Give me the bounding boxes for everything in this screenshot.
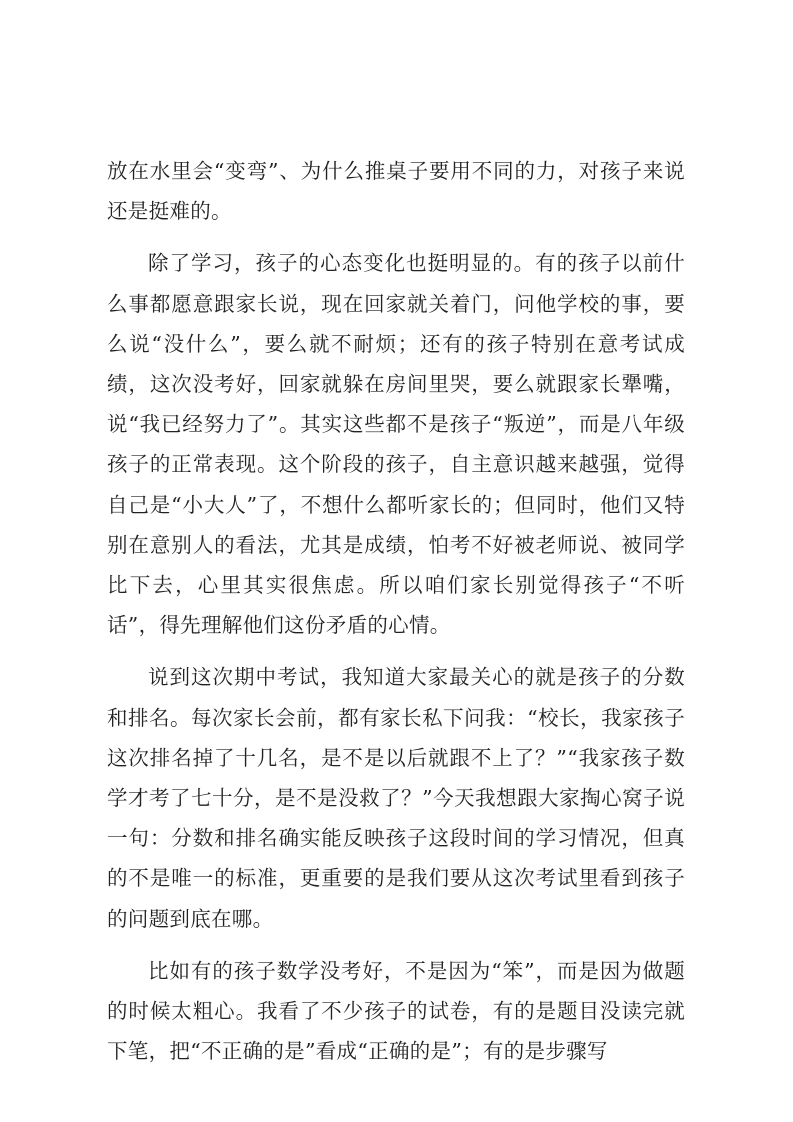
paragraph-midterm-exam: 说到这次期中考试，我知道大家最关心的就是孩子的分数和排名。每次家长会前，都有家长私下问我：“校长，我家孩子这次排名掉了十几名，是不是以后就跟不上了？”“我家孩子数学才考了七十分，是不是没救了？”今天我想跟大家掏心窝子说一句：分数和排名确实能反映孩子这段时间的学习情况，但真的不是唯一的标准，更重要的是我们要从这次考试里看到孩子的问题到底在哪。 xyxy=(107,665,685,931)
paragraph-mindset: 除了学习，孩子的心态变化也挺明显的。有的孩子以前什么事都愿意跟家长说，现在回家就关着门，问他学校的事，要么说“没什么”，要么就不耐烦；还有的孩子特别在意考试成绩，这次没考好，回家就躲在房间里哭，要么就跟家长犟嘴，说“我已经努力了”。其实这些都不是孩子“叛逆”，而是八年级孩子的正常表现。这个阶段的孩子，自主意识越来越强，觉得自己是“小大人”了，不想什么都听家长的；但同时，他们又特别在意别人的看法，尤其是成绩，怕考不好被老师说、被同学比下去，心里其实很焦虑。所以咱们家长别觉得孩子“不听话”，得先理解他们这份矛盾的心情。 xyxy=(107,251,685,638)
paragraph-continuation: 放在水里会“变弯”、为什么推桌子要用不同的力，对孩子来说还是挺难的。 xyxy=(107,159,685,224)
document-body xyxy=(107,151,685,1083)
paragraph-math-example: 比如有的孩子数学没考好，不是因为“笨”，而是因为做题的时候太粗心。我看了不少孩子的试卷，有的是题目没读完就下笔，把“不正确的是”看成“正确的是”；有的是步骤写 xyxy=(107,958,685,1064)
